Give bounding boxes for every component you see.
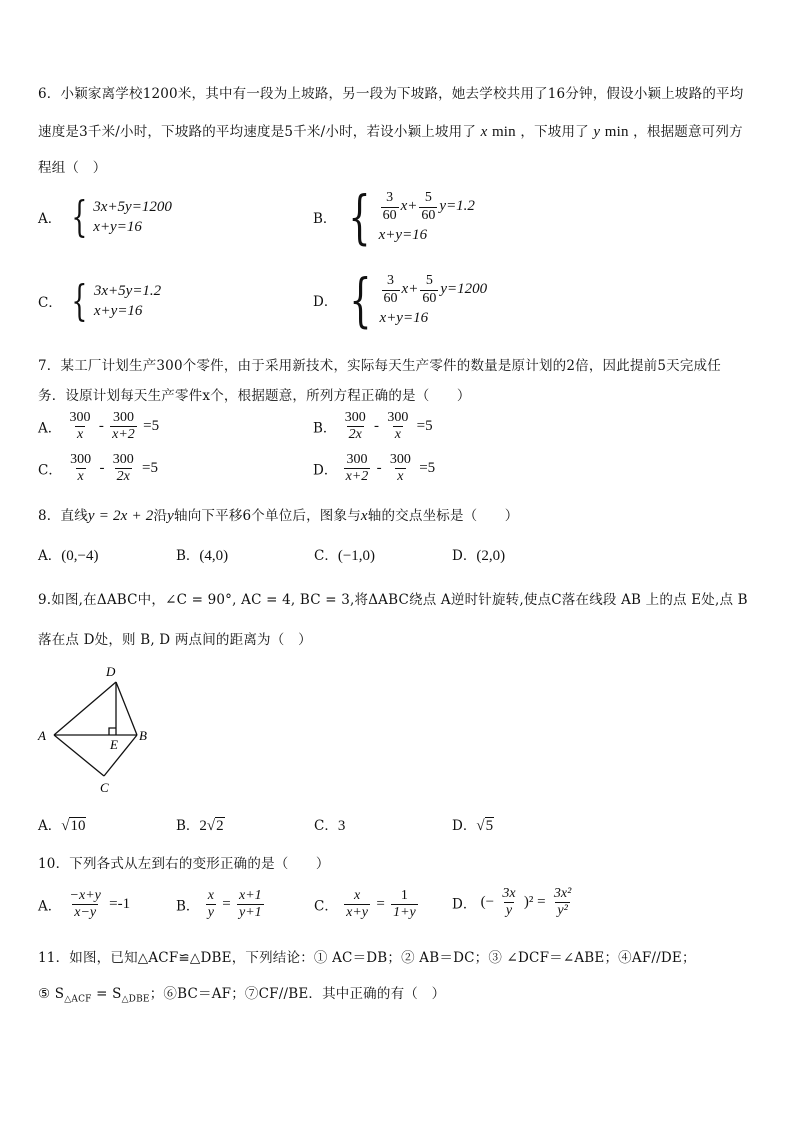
triangle-figure	[34, 660, 164, 798]
q10-option-c: C． $\frac{x}{x+y}$ = $\frac{1}{1+y}$	[314, 888, 416, 921]
q6-option-a: A． { 3x+5y=1200 x+y=16	[38, 192, 172, 241]
q7-option-d: D． $\frac{300}{x+2}$ - $\frac{300}{x}$ =5	[313, 452, 436, 485]
q11-line2: ⑤ $S_{\triangle ACF} = S_{\triangle DBE}$；⑥BC＝AF；⑦CF//BE．其中正确的有（ ）	[38, 986, 446, 1005]
q6-line1: 6．小颖家离学校1200米，其中有一段为上坡路，另一段为下坡路，她去学校共用了16分钟，假设小颖上坡路的平均	[38, 86, 744, 102]
point-b-label: B	[139, 728, 147, 743]
point-d-label: D	[106, 664, 116, 679]
q8-stem: 8．直线y = 2x + 2沿y轴向下平移6个单位后，图象与x轴的交点坐标是（ ）	[38, 508, 519, 524]
q7-option-b: B． $\frac{300}{2x}$ - $\frac{300}{x}$ =5	[313, 410, 433, 443]
q8-option-c: C．(−1,0)	[314, 548, 376, 564]
point-c-label: C	[100, 780, 109, 795]
q6-option-d: D． { $\frac{3}{60}$ x+ $\frac{5}{60}$ y=1200 x+y=16	[313, 266, 488, 334]
q8-option-d: D．(2,0)	[452, 548, 506, 564]
q7-line1: 7．某工厂计划生产300个零件，由于采用新技术，实际每天生产零件的数量是原计划的2倍，因此提前5天完成任	[38, 358, 721, 374]
q8-option-a: A．(0,−4)	[38, 548, 99, 564]
q9-option-a: A．√10	[38, 818, 86, 834]
q10-option-b: B． $\frac{x}{y}$ = $\frac{x+1}{y+1}$	[176, 888, 262, 921]
segment-db	[116, 682, 137, 735]
q6-line2: 速度是3千米/小时，下坡路的平均速度是5千米/小时，若设小颖上坡用了 x min ，下坡用了 y min ，根据题意可列方	[38, 124, 743, 140]
equation-system: { $\frac{3}{60}$ x+ $\frac{5}{60}$ y=1200 x+y=16	[349, 266, 488, 334]
equation-system: { 3x+5y=1200 x+y=16	[70, 192, 172, 241]
segment-ad	[54, 682, 116, 735]
q9-line1: 9.如图,在ΔABC中，∠C = 90°, AC = 4, BC = 3,将ΔABC绕点 A逆时针旋转,使点C落在线段 AB 上的点 E处,点 B	[38, 592, 748, 608]
q10-option-d: D． (− $\frac{3x}{y}$ )² = $\frac{\text{3x²}}{\text{y²}}$	[452, 886, 572, 919]
q9-option-c: C．3	[314, 818, 346, 834]
q8-option-b: B．(4,0)	[176, 548, 229, 564]
segment-ac	[54, 735, 104, 776]
q10-line1: 10．下列各式从左到右的变形正确的是（ ）	[38, 856, 330, 872]
equation-system: { $\frac{3}{60}$ x+ $\frac{5}{60}$ y=1.2 x+y=16	[348, 183, 475, 251]
point-e-label: E	[110, 737, 118, 752]
segment-cb	[104, 735, 137, 776]
q7-option-c: C． $\frac{300}{x}$ - $\frac{300}{2x}$ =5	[38, 452, 158, 485]
point-a-label: A	[38, 728, 46, 743]
right-angle-mark	[109, 728, 116, 735]
q6-line3: 程组（ ）	[38, 160, 107, 176]
equation-system: { 3x+5y=1.2 x+y=16	[71, 276, 162, 325]
q7-option-a: A． $\frac{300}{x}$ - $\frac{300}{x+2}$ =5	[38, 410, 160, 443]
q10-option-a: A． $\frac{-x+y}{x-y}$ =-1	[38, 888, 131, 921]
q9-option-b: B．2√2	[176, 818, 224, 834]
q7-line2: 务．设原计划每天生产零件x个，根据题意，所列方程正确的是（ ）	[38, 388, 471, 404]
q11-line1: 11．如图，已知△ACF≌△DBE，下列结论：① AC＝DB；② AB＝DC；③ ∠DCF＝∠ABE；④AF//DE；	[38, 950, 696, 966]
q9-line2: 落在点 D处，则 B, D 两点间的距离为（ ）	[38, 632, 312, 648]
q9-option-d: D．√5	[452, 818, 494, 834]
q6-option-c: C． { 3x+5y=1.2 x+y=16	[38, 276, 162, 325]
q6-option-b: B． { $\frac{3}{60}$ x+ $\frac{5}{60}$ y=1.2 x+y=16	[313, 183, 475, 251]
